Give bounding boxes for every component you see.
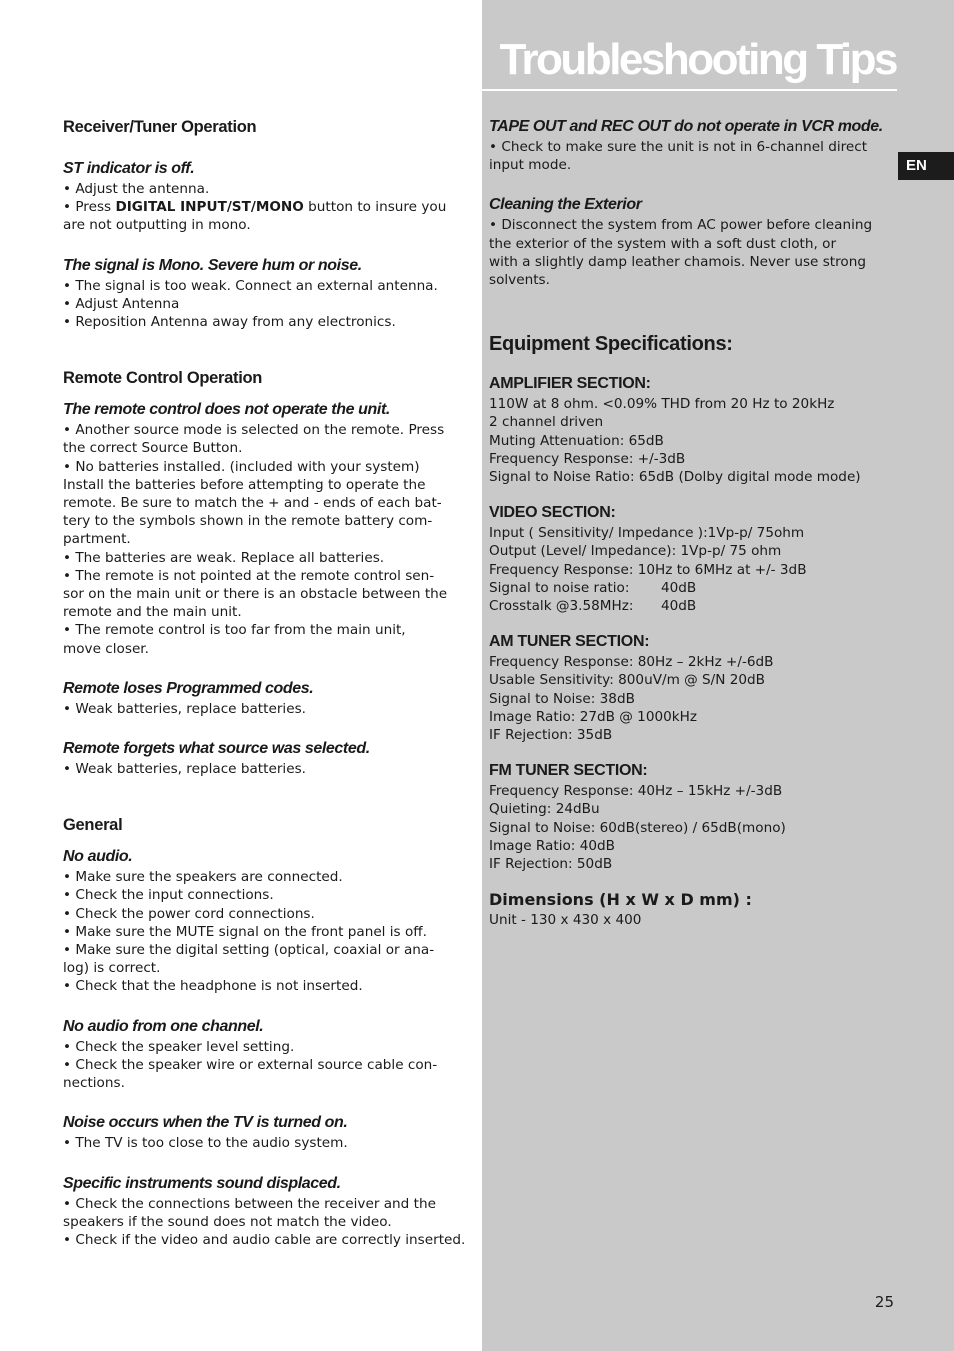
spec-label: Crosstalk @3.58MHz:	[489, 598, 634, 615]
text-line: IF Rejection: 50dB	[489, 856, 613, 873]
cleaning-heading: Cleaning the Exterior	[489, 196, 642, 214]
text-line: • Check the connections between the receiver and the	[63, 1195, 436, 1212]
amplifier-heading: AMPLIFIER SECTION:	[489, 375, 651, 393]
text-line: • Check to make sure the unit is not in 6-channel direct	[489, 139, 868, 155]
no-audio-text	[63, 868, 471, 995]
left-column	[63, 116, 471, 1249]
text-line: • No batteries installed. (included with your system)	[63, 458, 420, 475]
text-line: • Check if the video and audio cable are correctly inserted.	[63, 1231, 466, 1248]
video-heading: VIDEO SECTION:	[489, 504, 616, 522]
press-prefix: • Press	[63, 199, 116, 216]
text-line: Frequency Response: 10Hz to 6MHz at +/- 3dB	[489, 561, 807, 578]
mono-signal-text	[63, 277, 471, 332]
text-line: partment.	[63, 531, 131, 548]
text-line: nections.	[63, 1075, 125, 1092]
text-line: tery to the symbols shown in the remote battery com-	[63, 513, 433, 530]
problem-remote-not-operate: The remote control does not operate the unit.	[63, 401, 390, 419]
text-line: • The TV is too close to the audio system.	[63, 1135, 348, 1152]
problem-instruments-displaced: Specific instruments sound displaced.	[63, 1174, 341, 1192]
text-line: Frequency Response: 80Hz – 2kHz +/-6dB	[489, 654, 774, 671]
text-line: • Another source mode is selected on the remote. Press	[63, 422, 445, 439]
problem-no-audio: No audio.	[63, 848, 133, 866]
text-line: the exterior of the system with a soft dust cloth, or	[489, 235, 837, 252]
text-line: Input ( Sensitivity/ Impedance ):1Vp-p/ 75ohm	[489, 525, 805, 542]
dimensions-value: Unit - 130 x 430 x 400	[489, 912, 642, 929]
text-line: • Make sure the speakers are connected.	[63, 869, 343, 886]
text-line: Signal to Noise: 60dB(stereo) / 65dB(mono)	[489, 819, 786, 836]
text-line: Output (Level/ Impedance): 1Vp-p/ 75 ohm	[489, 543, 782, 560]
text-line: Install the batteries before attempting to operate the	[63, 476, 426, 493]
section-heading-remote: Remote Control Operation	[63, 369, 263, 388]
text-line: Usable Sensitivity: 800uV/m @ S/N 20dB	[489, 672, 766, 689]
text-line: • The signal is too weak. Connect an external antenna.	[63, 277, 438, 294]
text-line: • Check the input connections.	[63, 887, 274, 904]
text-line: Muting Attenuation: 65dB	[489, 432, 664, 449]
text-line: • Adjust Antenna	[63, 295, 180, 312]
spec-row	[489, 579, 894, 597]
tape-out-text	[489, 138, 894, 174]
problem-one-channel: No audio from one channel.	[63, 1017, 264, 1035]
text-line: • The batteries are weak. Replace all batteries.	[63, 549, 385, 566]
text-line: remote and the main unit.	[63, 604, 242, 621]
spec-value: 40dB	[661, 598, 697, 615]
spec-row	[489, 597, 894, 615]
text-line: • Weak batteries, replace batteries.	[63, 700, 306, 717]
text-line: • Check the speaker level setting.	[63, 1038, 295, 1055]
page-number: 25	[874, 1293, 894, 1311]
text-line: • Reposition Antenna away from any electronics.	[63, 314, 396, 331]
tv-noise-text	[63, 1134, 471, 1152]
press-suffix: button to insure you	[303, 199, 447, 216]
cleaning-text	[489, 216, 894, 289]
text-line: sor on the main unit or there is an obstacle between the	[63, 586, 448, 603]
text-line	[63, 198, 471, 216]
text-line: are not outputting in mono.	[63, 217, 251, 234]
instruments-displaced-text	[63, 1195, 471, 1250]
text-line: • Check the speaker wire or external source cable con-	[63, 1056, 438, 1073]
problem-remote-loses-codes: Remote loses Programmed codes.	[63, 679, 314, 697]
page-title: Troubleshooting Tips	[499, 35, 896, 84]
spec-label: Signal to noise ratio:	[489, 579, 630, 596]
problem-tape-out: TAPE OUT and REC OUT do not operate in VCR mode.	[489, 118, 883, 135]
problem-tv-noise: Noise occurs when the TV is turned on.	[63, 1114, 348, 1132]
text-line: Signal to Noise: 38dB	[489, 690, 635, 707]
text-line: speakers if the sound does not match the video.	[63, 1213, 392, 1230]
text-line: IF Rejection: 35dB	[489, 727, 613, 744]
remote-forgets-source-text	[63, 760, 471, 778]
problem-st-indicator: ST indicator is off.	[63, 160, 195, 177]
language-tab: EN	[898, 152, 954, 180]
text-line: remote. Be sure to match the + and - ends of each bat-	[63, 495, 442, 512]
text-line: • The remote control is too far from the main unit,	[63, 622, 406, 639]
st-indicator-text	[63, 180, 471, 235]
text-line: • Weak batteries, replace batteries.	[63, 761, 306, 778]
spec-value: 40dB	[661, 579, 697, 596]
text-line: the correct Source Button.	[63, 440, 243, 457]
text-line: • Make sure the digital setting (optical, coaxial or ana-	[63, 942, 435, 959]
video-specs	[489, 524, 894, 579]
text-line: • The remote is not pointed at the remote control sen-	[63, 567, 435, 584]
right-column	[489, 116, 894, 929]
text-line: • Check the power cord connections.	[63, 905, 315, 922]
text-line: move closer.	[63, 640, 149, 657]
text-line: • Check that the headphone is not inserted.	[63, 978, 363, 995]
text-line: Frequency Response: +/-3dB	[489, 450, 686, 467]
problem-remote-forgets-source: Remote forgets what source was selected.	[63, 740, 370, 758]
text-line: solvents.	[489, 272, 550, 289]
text-line: 110W at 8 ohm. <0.09% THD from 20 Hz to 20kHz	[489, 396, 835, 413]
remote-loses-codes-text	[63, 700, 471, 718]
dimensions-heading: Dimensions (H x W x D mm) :	[489, 890, 752, 910]
text-line: Signal to Noise Ratio: 65dB (Dolby digital mode mode)	[489, 469, 861, 486]
problem-mono-signal: The signal is Mono. Severe hum or noise.	[63, 256, 362, 274]
button-name-digital-input: DIGITAL INPUT/ST/MONO	[115, 199, 304, 216]
text-line: Image Ratio: 40dB	[489, 837, 615, 854]
text-line: Frequency Response: 40Hz – 15kHz +/-3dB	[489, 783, 783, 800]
title-underline	[482, 89, 897, 91]
one-channel-text	[63, 1038, 471, 1093]
text-line: Quieting: 24dBu	[489, 801, 600, 818]
video-specs-table	[489, 579, 894, 615]
text-line: input mode.	[489, 157, 572, 174]
text-line: Image Ratio: 27dB @ 1000kHz	[489, 708, 698, 725]
text-line: log) is correct.	[63, 960, 161, 977]
am-tuner-heading: AM TUNER SECTION:	[489, 633, 650, 651]
fm-tuner-specs	[489, 782, 894, 873]
amplifier-specs	[489, 395, 894, 486]
text-line: • Make sure the MUTE signal on the front panel is off.	[63, 923, 427, 940]
fm-tuner-heading: FM TUNER SECTION:	[489, 762, 648, 780]
remote-not-operate-text	[63, 421, 471, 658]
text-line: with a slightly damp leather chamois. Never use strong	[489, 253, 866, 270]
section-heading-receiver: Receiver/Tuner Operation	[63, 118, 257, 136]
specs-heading: Equipment Specifications:	[489, 333, 733, 356]
section-heading-general: General	[63, 816, 123, 835]
text-line: • Disconnect the system from AC power before cleaning	[489, 217, 873, 234]
am-tuner-specs	[489, 653, 894, 744]
text-line: • Adjust the antenna.	[63, 181, 210, 197]
text-line: 2 channel driven	[489, 414, 604, 431]
